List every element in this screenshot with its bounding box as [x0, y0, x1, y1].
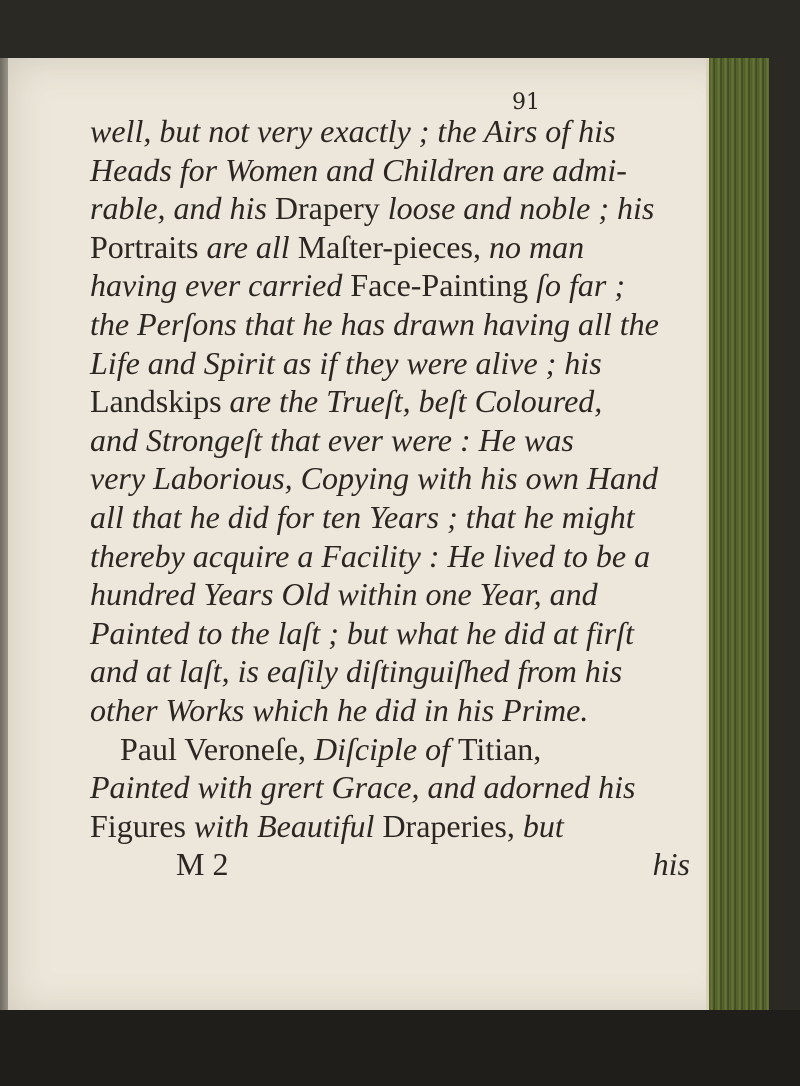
text-line: Life and Spirit as if they were alive ; his: [90, 344, 602, 381]
text-line: Painted to the laſt ; but what he did at firſt: [90, 614, 634, 651]
text-line: very Laborious, Copying with his own Hand: [90, 460, 659, 497]
catchword: his: [652, 846, 690, 883]
text-line: rable, and his Drapery loose and noble ; his: [90, 190, 655, 227]
text-line: and at laſt, is eaſily diſtinguiſhed from his: [90, 653, 623, 690]
text-line: Painted with grert Grace, and adorned his: [90, 769, 636, 806]
text-line: Portraits are all Maſter-pieces, no man: [90, 228, 585, 265]
text-line: other Works which he did in his Prime.: [90, 691, 589, 728]
signature-line: [90, 845, 690, 884]
text-line: Figures with Beautiful Draperies, but: [90, 807, 564, 844]
text-line: Paul Veroneſe, Diſciple of Titian,: [120, 730, 542, 767]
signature-mark: M 2: [176, 846, 229, 883]
text-line: and Strongeſt that ever were : He was: [90, 421, 574, 458]
page-text: [90, 112, 690, 884]
text-line: Landskips are the Trueſt, beſt Coloured,: [90, 383, 603, 420]
book-fore-edge: [706, 58, 769, 1016]
page-number: 91: [512, 90, 540, 115]
book-bottom-shadow: [0, 1010, 800, 1086]
text-line: Heads for Women and Children are admi-: [90, 151, 627, 188]
text-line: the Perſons that he has drawn having all the: [90, 305, 659, 342]
text-line: having ever carried Face-Painting ſo far ;: [90, 267, 625, 304]
text-line: all that he did for ten Years ; that he might: [90, 498, 635, 535]
text-line: well, but not very exactly ; the Airs of his: [90, 113, 616, 149]
text-line: hundred Years Old within one Year, and: [90, 576, 598, 613]
text-line: thereby acquire a Facility : He lived to be a: [90, 537, 651, 574]
